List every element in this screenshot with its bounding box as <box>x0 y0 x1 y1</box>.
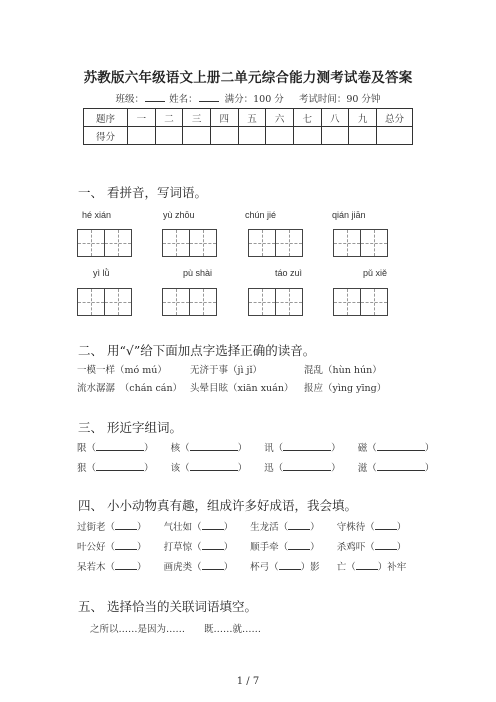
answer-blank[interactable] <box>377 462 425 471</box>
idiom-prompt: 打草惊（ <box>163 542 202 553</box>
writing-box-pair[interactable] <box>333 229 387 257</box>
section-5-title: 五、 选择恰当的关联词语填空。 <box>78 599 257 614</box>
paren-close: ） <box>223 562 234 573</box>
score-input-cell[interactable] <box>183 127 211 145</box>
name-label: 姓名： <box>169 94 198 105</box>
full-score: 满分：100 分 <box>224 94 284 105</box>
paren-close: ） <box>144 443 154 454</box>
answer-blank[interactable] <box>115 521 137 530</box>
answer-blank[interactable] <box>115 541 137 550</box>
char-prompt: 迅（ <box>264 463 284 474</box>
class-blank[interactable] <box>145 93 165 102</box>
answer-blank[interactable] <box>375 521 397 530</box>
char-prompt: 狠（ <box>77 463 97 474</box>
char-prompt: 讯（ <box>264 443 284 454</box>
page-number: 1 / 7 <box>236 676 260 687</box>
answer-blank[interactable] <box>377 442 425 451</box>
answer-blank[interactable] <box>283 442 331 451</box>
class-label: 班级： <box>115 94 145 105</box>
pinyin-label: yù zhōu <box>163 210 195 220</box>
paren-close: ） <box>137 562 147 573</box>
writing-box-pair[interactable] <box>77 229 131 257</box>
score-table-header-row <box>84 109 413 127</box>
paren-close: ） <box>237 443 248 454</box>
idiom-line <box>77 519 406 533</box>
paren-close: ） <box>424 443 435 454</box>
paren-close: ） <box>396 522 407 533</box>
idiom-prompt: 杀鸡吓（ <box>336 542 375 553</box>
score-cell: 得分 <box>84 127 128 145</box>
word-group-line <box>77 440 434 454</box>
answer-blank[interactable] <box>190 462 238 471</box>
score-input-cell[interactable] <box>155 127 183 145</box>
char-prompt: 该（ <box>170 463 190 474</box>
score-cell: 五 <box>238 109 266 127</box>
idiom-prompt: 顺手牵（ <box>250 542 289 553</box>
score-table <box>83 108 413 145</box>
idiom-prompt: 叶公好（ <box>77 542 116 553</box>
pronunciation-item[interactable]: 报应（yìng yīng） <box>304 383 387 394</box>
score-input-cell[interactable] <box>377 127 413 145</box>
answer-blank[interactable] <box>96 442 144 451</box>
paren-close: ）补牢 <box>377 562 407 573</box>
pinyin-label: yì lǜ <box>93 268 110 278</box>
score-cell: 三 <box>183 109 211 127</box>
score-cell: 九 <box>349 109 377 127</box>
paren-close: ） <box>310 522 320 533</box>
pinyin-label: pù shài <box>183 268 213 278</box>
writing-box-pair[interactable] <box>77 288 131 316</box>
pronunciation-item[interactable]: 头晕目眩（xiān xuán） <box>190 383 294 394</box>
section-2-title: 二、 用“√”给下面加点字选择正确的读音。 <box>78 343 316 358</box>
score-cell: 一 <box>128 109 156 127</box>
exam-title: 苏教版六年级语文上册二单元综合能力测考试卷及答案 <box>83 70 413 86</box>
paren-close: ） <box>331 443 341 454</box>
writing-box-pair[interactable] <box>248 229 302 257</box>
pinyin-label: pǔ xiě <box>363 268 388 278</box>
char-prompt: 滋（ <box>357 463 377 474</box>
idiom-prompt: 守株待（ <box>336 522 375 533</box>
pinyin-label: qián jiān <box>332 210 366 220</box>
paren-close: ） <box>223 542 234 553</box>
score-cell: 七 <box>293 109 321 127</box>
answer-blank[interactable] <box>202 541 224 550</box>
idiom-prompt: 气壮如（ <box>163 522 202 533</box>
paren-close: ） <box>223 522 234 533</box>
paren-close: ） <box>137 522 147 533</box>
pronunciation-item[interactable]: 流水潺潺 （chán cán） <box>77 383 183 394</box>
score-input-cell[interactable] <box>293 127 321 145</box>
name-blank[interactable] <box>199 93 219 102</box>
exam-info-line <box>0 91 496 105</box>
paren-close: ） <box>237 463 248 474</box>
idiom-line <box>77 539 406 553</box>
score-cell: 四 <box>210 109 238 127</box>
paren-close: ） <box>310 542 320 553</box>
section-3-title: 三、 形近字组词。 <box>78 420 182 435</box>
char-prompt: 磁（ <box>357 443 377 454</box>
writing-box-pair[interactable] <box>162 229 216 257</box>
writing-box-pair[interactable] <box>333 288 387 316</box>
section-1-title: 一、 看拼音，写词语。 <box>78 185 207 200</box>
paren-close: ） <box>331 463 341 474</box>
score-input-cell[interactable] <box>266 127 294 145</box>
score-cell: 二 <box>155 109 183 127</box>
paren-close: ） <box>424 463 435 474</box>
paren-close: ） <box>144 463 154 474</box>
score-input-cell[interactable] <box>210 127 238 145</box>
answer-blank[interactable] <box>356 561 378 570</box>
answer-blank[interactable] <box>115 561 137 570</box>
answer-blank[interactable] <box>279 561 301 570</box>
paren-close: ） <box>137 542 147 553</box>
idiom-prompt: 生龙活（ <box>250 522 289 533</box>
exam-time: 考试时间：90 分钟 <box>298 94 381 105</box>
pronunciation-item[interactable]: 一模一样（mó mú） <box>77 365 167 376</box>
score-table-score-row <box>84 127 413 145</box>
pronunciation-item[interactable]: 无济于事（jì jǐ） <box>190 365 262 376</box>
pronunciation-item[interactable]: 混乱（hùn hún） <box>304 365 382 376</box>
score-cell: 六 <box>266 109 294 127</box>
pinyin-label: hé xián <box>82 210 112 220</box>
answer-blank[interactable] <box>288 541 310 550</box>
char-prompt: 核（ <box>170 443 190 454</box>
score-cell: 题序 <box>84 109 128 127</box>
answer-blank[interactable] <box>96 462 144 471</box>
word-group-line <box>77 460 434 474</box>
conjunction-options: 之所以……是因为…… 既……就…… <box>90 624 262 635</box>
idiom-prompt: 画虎类（ <box>163 562 202 573</box>
score-input-cell[interactable] <box>238 127 266 145</box>
idiom-prompt: 杯弓（ <box>250 562 279 573</box>
idiom-line <box>77 559 406 573</box>
answer-blank[interactable] <box>375 541 397 550</box>
answer-blank[interactable] <box>190 442 238 451</box>
pinyin-label: táo zuì <box>275 268 303 278</box>
score-input-cell[interactable] <box>349 127 377 145</box>
score-input-cell[interactable] <box>321 127 349 145</box>
writing-box-pair[interactable] <box>162 288 216 316</box>
paren-close: ） <box>396 542 407 553</box>
paren-close: ）影 <box>300 562 320 573</box>
idiom-prompt: 呆若木（ <box>77 562 116 573</box>
answer-blank[interactable] <box>283 462 331 471</box>
idiom-prompt: 过街老（ <box>77 522 116 533</box>
idiom-prompt: 亡（ <box>336 562 356 573</box>
char-prompt: 限（ <box>77 443 97 454</box>
answer-blank[interactable] <box>202 521 224 530</box>
pinyin-label: chún jié <box>245 210 277 220</box>
answer-blank[interactable] <box>202 561 224 570</box>
writing-box-pair[interactable] <box>248 288 302 316</box>
answer-blank[interactable] <box>288 521 310 530</box>
score-cell: 总分 <box>377 109 413 127</box>
score-cell: 八 <box>321 109 349 127</box>
section-4-title: 四、 小小动物真有趣，组成许多好成语，我会填。 <box>78 498 357 513</box>
score-input-cell[interactable] <box>128 127 156 145</box>
